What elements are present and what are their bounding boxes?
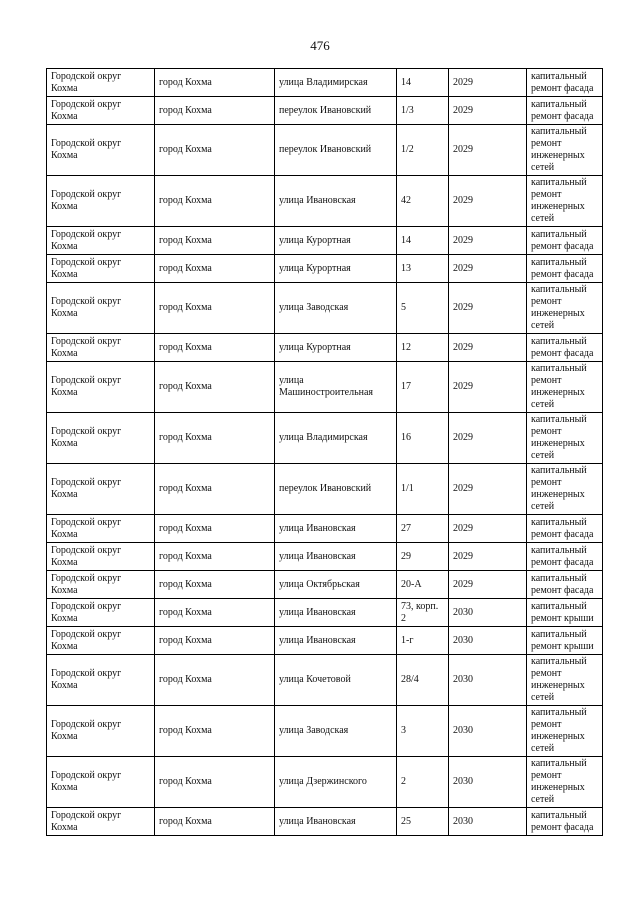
- year-cell: 2029: [449, 97, 527, 125]
- work-type-cell: капитальный ремонт фасада: [527, 543, 603, 571]
- street-cell: улица Курортная: [275, 255, 397, 283]
- district-cell: Городской округ Кохма: [47, 757, 155, 808]
- table-row: [47, 464, 603, 515]
- house-number-cell: 27: [397, 515, 449, 543]
- street-cell: улица Кочетовой: [275, 655, 397, 706]
- district-cell: Городской округ Кохма: [47, 413, 155, 464]
- table-row: [47, 627, 603, 655]
- city-cell: город Кохма: [155, 808, 275, 836]
- year-cell: 2030: [449, 627, 527, 655]
- house-number-cell: 29: [397, 543, 449, 571]
- year-cell: 2029: [449, 464, 527, 515]
- district-cell: Городской округ Кохма: [47, 627, 155, 655]
- district-cell: Городской округ Кохма: [47, 515, 155, 543]
- street-cell: переулок Ивановский: [275, 464, 397, 515]
- house-number-cell: 73, корп. 2: [397, 599, 449, 627]
- district-cell: Городской округ Кохма: [47, 362, 155, 413]
- street-cell: улица Октябрьская: [275, 571, 397, 599]
- street-cell: улица Заводская: [275, 706, 397, 757]
- table-row: [47, 515, 603, 543]
- table-row: [47, 362, 603, 413]
- house-number-cell: 20-А: [397, 571, 449, 599]
- table-row: [47, 176, 603, 227]
- work-type-cell: капитальный ремонт инженерных сетей: [527, 283, 603, 334]
- house-number-cell: 28/4: [397, 655, 449, 706]
- table-row: [47, 599, 603, 627]
- street-cell: улица Заводская: [275, 283, 397, 334]
- house-number-cell: 1/1: [397, 464, 449, 515]
- work-type-cell: капитальный ремонт инженерных сетей: [527, 125, 603, 176]
- city-cell: город Кохма: [155, 125, 275, 176]
- street-cell: улица Владимирская: [275, 69, 397, 97]
- year-cell: 2030: [449, 655, 527, 706]
- year-cell: 2030: [449, 599, 527, 627]
- year-cell: 2029: [449, 255, 527, 283]
- district-cell: Городской округ Кохма: [47, 464, 155, 515]
- year-cell: 2029: [449, 283, 527, 334]
- house-number-cell: 2: [397, 757, 449, 808]
- city-cell: город Кохма: [155, 255, 275, 283]
- city-cell: город Кохма: [155, 97, 275, 125]
- house-number-cell: 17: [397, 362, 449, 413]
- work-type-cell: капитальный ремонт фасада: [527, 808, 603, 836]
- house-number-cell: 1-г: [397, 627, 449, 655]
- work-type-cell: капитальный ремонт фасада: [527, 69, 603, 97]
- street-cell: улица Курортная: [275, 334, 397, 362]
- street-cell: улица Курортная: [275, 227, 397, 255]
- work-type-cell: капитальный ремонт крыши: [527, 627, 603, 655]
- city-cell: город Кохма: [155, 571, 275, 599]
- city-cell: город Кохма: [155, 464, 275, 515]
- city-cell: город Кохма: [155, 334, 275, 362]
- year-cell: 2029: [449, 413, 527, 464]
- district-cell: Городской округ Кохма: [47, 69, 155, 97]
- work-type-cell: капитальный ремонт фасада: [527, 515, 603, 543]
- street-cell: улица Ивановская: [275, 543, 397, 571]
- work-type-cell: капитальный ремонт инженерных сетей: [527, 176, 603, 227]
- street-cell: переулок Ивановский: [275, 125, 397, 176]
- district-cell: Городской округ Кохма: [47, 706, 155, 757]
- year-cell: 2030: [449, 757, 527, 808]
- table-row: [47, 283, 603, 334]
- year-cell: 2029: [449, 176, 527, 227]
- district-cell: Городской округ Кохма: [47, 334, 155, 362]
- work-type-cell: капитальный ремонт фасада: [527, 255, 603, 283]
- city-cell: город Кохма: [155, 627, 275, 655]
- table-row: [47, 808, 603, 836]
- year-cell: 2030: [449, 808, 527, 836]
- street-cell: улица Ивановская: [275, 176, 397, 227]
- year-cell: 2029: [449, 515, 527, 543]
- table-row: [47, 413, 603, 464]
- street-cell: улица Ивановская: [275, 599, 397, 627]
- street-cell: переулок Ивановский: [275, 97, 397, 125]
- street-cell: улица Ивановская: [275, 515, 397, 543]
- work-type-cell: капитальный ремонт фасада: [527, 97, 603, 125]
- district-cell: Городской округ Кохма: [47, 655, 155, 706]
- house-number-cell: 16: [397, 413, 449, 464]
- city-cell: город Кохма: [155, 283, 275, 334]
- work-type-cell: капитальный ремонт крыши: [527, 599, 603, 627]
- year-cell: 2029: [449, 543, 527, 571]
- street-cell: улица Ивановская: [275, 627, 397, 655]
- table-body: [47, 69, 603, 836]
- house-number-cell: 13: [397, 255, 449, 283]
- district-cell: Городской округ Кохма: [47, 808, 155, 836]
- work-type-cell: капитальный ремонт инженерных сетей: [527, 757, 603, 808]
- table-row: [47, 571, 603, 599]
- city-cell: город Кохма: [155, 655, 275, 706]
- table-row: [47, 706, 603, 757]
- year-cell: 2029: [449, 125, 527, 176]
- work-type-cell: капитальный ремонт фасада: [527, 334, 603, 362]
- district-cell: Городской округ Кохма: [47, 599, 155, 627]
- city-cell: город Кохма: [155, 599, 275, 627]
- work-type-cell: капитальный ремонт инженерных сетей: [527, 413, 603, 464]
- city-cell: город Кохма: [155, 227, 275, 255]
- year-cell: 2029: [449, 571, 527, 599]
- table-row: [47, 543, 603, 571]
- house-number-cell: 1/2: [397, 125, 449, 176]
- housing-repair-table: [46, 68, 603, 836]
- house-number-cell: 25: [397, 808, 449, 836]
- city-cell: город Кохма: [155, 176, 275, 227]
- house-number-cell: 5: [397, 283, 449, 334]
- table-row: [47, 97, 603, 125]
- city-cell: город Кохма: [155, 543, 275, 571]
- district-cell: Городской округ Кохма: [47, 125, 155, 176]
- street-cell: улица Ивановская: [275, 808, 397, 836]
- page-number: 476: [310, 38, 330, 53]
- street-cell: улица Владимирская: [275, 413, 397, 464]
- table-row: [47, 69, 603, 97]
- street-cell: улица Машиностроительная: [275, 362, 397, 413]
- table-row: [47, 255, 603, 283]
- district-cell: Городской округ Кохма: [47, 176, 155, 227]
- work-type-cell: капитальный ремонт инженерных сетей: [527, 464, 603, 515]
- house-number-cell: 3: [397, 706, 449, 757]
- street-cell: улица Дзержинского: [275, 757, 397, 808]
- house-number-cell: 12: [397, 334, 449, 362]
- table-row: [47, 227, 603, 255]
- district-cell: Городской округ Кохма: [47, 227, 155, 255]
- house-number-cell: 1/3: [397, 97, 449, 125]
- city-cell: город Кохма: [155, 362, 275, 413]
- city-cell: город Кохма: [155, 515, 275, 543]
- district-cell: Городской округ Кохма: [47, 283, 155, 334]
- house-number-cell: 14: [397, 227, 449, 255]
- year-cell: 2029: [449, 362, 527, 413]
- year-cell: 2029: [449, 227, 527, 255]
- city-cell: город Кохма: [155, 757, 275, 808]
- year-cell: 2029: [449, 69, 527, 97]
- year-cell: 2029: [449, 334, 527, 362]
- city-cell: город Кохма: [155, 413, 275, 464]
- house-number-cell: 42: [397, 176, 449, 227]
- table-row: [47, 125, 603, 176]
- table-row: [47, 757, 603, 808]
- work-type-cell: капитальный ремонт инженерных сетей: [527, 655, 603, 706]
- work-type-cell: капитальный ремонт фасада: [527, 227, 603, 255]
- work-type-cell: капитальный ремонт инженерных сетей: [527, 362, 603, 413]
- city-cell: город Кохма: [155, 706, 275, 757]
- city-cell: город Кохма: [155, 69, 275, 97]
- work-type-cell: капитальный ремонт фасада: [527, 571, 603, 599]
- year-cell: 2030: [449, 706, 527, 757]
- table-row: [47, 334, 603, 362]
- district-cell: Городской округ Кохма: [47, 255, 155, 283]
- district-cell: Городской округ Кохма: [47, 97, 155, 125]
- district-cell: Городской округ Кохма: [47, 571, 155, 599]
- work-type-cell: капитальный ремонт инженерных сетей: [527, 706, 603, 757]
- table-row: [47, 655, 603, 706]
- district-cell: Городской округ Кохма: [47, 543, 155, 571]
- house-number-cell: 14: [397, 69, 449, 97]
